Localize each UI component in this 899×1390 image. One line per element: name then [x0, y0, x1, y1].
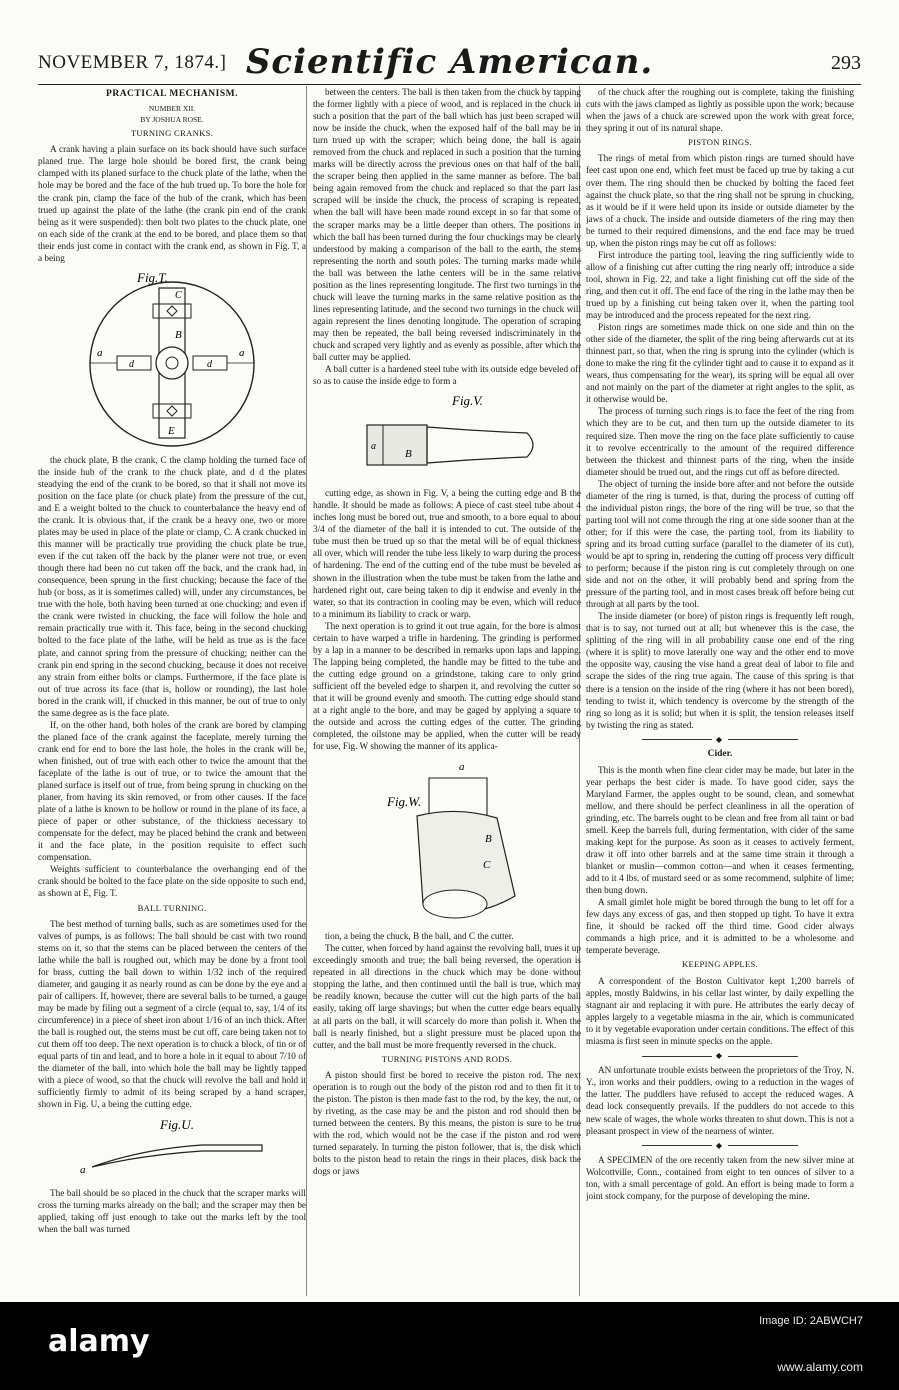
figure-label: a: [97, 346, 103, 359]
alamy-logo: alamy: [48, 1324, 150, 1359]
paragraph: The rings of metal from which piston rings are turned should have feet cast upon one end, which feet must be faced up true by taking a cut over them. The ring should then be chucked by bolting the faced feet against the chuck plate, so that the ring shall not be sprung in chucking, as it would be if it were held upon its inside or outside diameter by the jaws of a chuck. The inside and outside diameters of the ring may then be turned to their required dimensions, and the end face may be trued up, when the piston rings may be cut off as follows:: [586, 153, 854, 248]
figure-label: a: [80, 1163, 86, 1176]
article-byline: BY JOSHUA ROSE.: [140, 115, 204, 125]
section-divider: ◆: [586, 1141, 854, 1151]
paragraph: of the chuck after the roughing out is complete, taking the finishing cuts with the jaws clamped as lightly as possible upon the work; because when the jaws of a chuck are screwed upon the work with great force, they spring it out of its natural shape.: [586, 87, 854, 134]
figure-label: C: [175, 289, 182, 301]
site-url: www.alamy.com: [777, 1360, 863, 1374]
figure-label: a: [371, 441, 376, 453]
paragraph: A SPECIMEN of the ore recently taken from the new silver mine at Wolcottville, Conn., contained from eight to ten ounces of silver to a ton, with a small percentage of gold. An effort is being made to form a joint stock company, for the purpose of developing the mine.: [586, 1155, 854, 1202]
section-heading: BALL TURNING.: [137, 902, 207, 913]
article-title: PRACTICAL MECHANISM.: [106, 89, 238, 99]
figure-label: B: [405, 448, 412, 461]
paragraph: A crank having a plain surface on its back should have such surface planed true. The large hole should be bored first, the crank being clamped with its planed surface to the chuck plate of the lathe, when the hole may be bored and the face of the hub trued up. To bore the hole for the crank pin, clamp the face of the hub of the crank, which has been trued up against the plate of the lathe (the crank pin end of the crank being as it were suspended): then bolt two plates to the chuck plate, one on each side of the crank at the end to be bored, and place them so that their ends just come in contact with the crank end, as shown in Fig. T, a a being: [38, 144, 306, 263]
figure-caption: Fig.W.: [387, 794, 422, 810]
figure-label: a: [459, 761, 465, 774]
section-heading: KEEPING APPLES.: [681, 959, 759, 970]
figure-v-ball-cutter: [347, 391, 547, 483]
section-heading: PISTON RINGS.: [688, 137, 752, 148]
figure-caption: Fig.U.: [160, 1116, 194, 1132]
figure-label: B: [485, 833, 492, 846]
paragraph: the chuck plate, B the crank, C the clamp holding the turned face of the inside hub of the crank to the chuck plate, and d d the plates steadying the end of the crank to be bored, so that it shall not move its position on the face plate (or chuck plate) from the pressure of the cut, and E a weight bolted to the chuck to counterbalance the heavy end of the crank. It is obvious that, if the crank be a heavy one, two or more plates may be used in place of the plate or clamp, C. A crank chucked in this manner will be practically true providing the chuck plate be true, even if the cut taken off the back by the planer were not true, or even though there had been no cut taken off the back, and the crank had, in consequence, been sprung in the first chucking; because the face of the hub (or boss, as it is sometimes called) will, under any circumstances, be true with the hole, both having been turned at one chucking; and even if the crank were twisted in chucking, the face will follow the hole and remain practically true with it. This face, being in the second chucking bolted to the face plate of the lathe, will be held as true as is the face plate, and cannot spring from the pressure of chucking; neither can the crank pin end spring in the second chucking, because it does not receive any strain from either bolts or clamps. Furthermore, if the face plate is out of true across its face (that is, hollow or rounding), the last hole bored in the crank will, if chucked in this manner, be out of true to only the same degree as is the face plate.: [38, 454, 306, 718]
figure-u-hand-scraper: [72, 1115, 272, 1183]
paragraph: The inside diameter (or bore) of piston rings is frequently left rough, that is to say, not turned out at all; but whenever this is the case, the splitting of the ring will in all probability cause one end of the ring (where it is split) to move laterally one way and the other end to move the opposite way, causing the vise hand a great deal of labor to file and scrape the sides of the ring true again. The cause of this spring is that there is a tension on the inside of the ring (where it has not been bored), tending to twist it, which tendency is overcome by the strength of the ring so long as it is solid; but when it is split, the tension releases itself by twisting the ring as stated.: [586, 611, 854, 730]
section-heading: Cider.: [707, 749, 733, 760]
section-heading: TURNING CRANKS.: [130, 128, 214, 139]
figure-label: B: [175, 328, 182, 341]
paragraph: between the centers. The ball is then taken from the chuck by tapping the former lightly with a piece of wood, and is replaced in the chuck in such a position that the part of the ball which has just been scraped will now be inside the chuck, when the exposed half of the ball may be in turn trued up with the scraper; which being done, the ball is again removed from the chuck and replaced in such a position that the turning marks will be directly across the previous ones on that half of the ball, the scraper being then applied in the same manner as before. The ball being again removed from the chuck and replaced so that the part last scraped will be inside the chuck, the process of scraping is repeated, when the ball will have been made round except in so far that some of the scraper marks may be a little deeper than others. The positions in which the ball has been turned during the four chuckings may be clearly understood by making a comparison of the ball to the earth, the stems representing the north and south poles. The turning marks made while the ball was between the lathe centers will be in the same relative position as the lines representing longitude. The first two turnings in the chuck will leave the turning marks in the same relative position as the lines representing latitude, and the second two turnings in the chuck will again represent the lines denoting longitude. The operation of scraping may then be repeated, the ball being reversed indiscriminately in the chuck and scraped very lightly and as evenly as possible, after which the ball cutter may be applied.: [313, 87, 581, 363]
paragraph: The ball should be so placed in the chuck that the scraper marks will cross the turning marks already on the ball; and the scraper may then be applied, taking off just enough to take out the marks left by the tool when the ball was turned: [38, 1187, 306, 1234]
figure-caption: Fig.V.: [452, 393, 483, 409]
paragraph: If, on the other hand, both holes of the crank are bored by clamping the planed face of the crank against the faceplate, merely turning the crank end for end to bore the last hole, the holes in the crank will be, when finished, out of true with each other to twice the amount that the faceplate of the lathe is out of true, or to twice the amount that the planed surface is itself out of true, from being sprung in chucking on the planer, from having its skin removed, or from other causes. If the face plate of a lathe is known to be hollow or round in the plane of its face, a piece of paper or other substance, of the thickness necessary to compensate for the defect, may be placed behind the crank and between it and the face plate, in the position requisite to effect such compensation.: [38, 719, 306, 863]
paragraph: tion, a being the chuck, B the ball, and C the cutter.: [325, 931, 514, 942]
paragraph: AN unfortunate trouble exists between the proprietors of the Troy, N. Y., iron works and their puddlers, owing to a reduction in the wages of the latter. The puddlers have refused to accept the reduced wages. A dead lock consequently prevails. If the puddlers do not accede to this new scale of wages, the whole works threaten to shut down. This is not a pleasant prospect in view of the nearness of winter.: [586, 1065, 854, 1136]
paragraph: A ball cutter is a hardened steel tube with its outside edge beveled off so as to cause the inside edge to form a: [313, 364, 581, 387]
issue-date: NOVEMBER 7, 1874.]: [38, 52, 227, 73]
section-heading: TURNING PISTONS AND RODS.: [381, 1053, 513, 1064]
figure-label: d: [129, 358, 134, 370]
paragraph: A correspondent of the Boston Cultivator kept 1,200 barrels of apples, mostly Baldwins, in his cellar last winter, by daily expelling the stagnant air and replacing it with pure. He attributes the early decay of apples largely to a vegetable miasma in the air, which is communicated to it by vegetable evaporation under certain conditions. The effect of this miasma is first seen in minute specks on the apple.: [586, 975, 854, 1046]
paragraph: cutting edge, as shown in Fig. V, a being the cutting edge and B the handle. It should be made as follows: A piece of cast steel tube about 4 inches long must be bored out, true and smooth, to a bore equal to about 3/4 of the diameter of the ball it is intended to cut. The outside of the tube must then be trued up so that the metal will be of equal thickness all over, which will render the tube less likely to warp during the process of hardening. The end of the cutting end of the tube must be beveled as shown in the illustration when the tube must be taken from the lathe and hardened right out, care being taken to dip it endwise and evenly in the water, so that its contraction in cooling may be even, which will reduce to a minimum its liability to crack or warp.: [313, 488, 581, 619]
column-rule: [306, 86, 307, 1296]
column-2: [313, 86, 581, 1298]
paragraph: The cutter, when forced by hand against the revolving ball, trues it up exceedingly smooth and true; the ball being reversed, the operation is repeated in all directions in the chuck which may be done without stopping the lathe, and then continued until the ball is true, which may be readily known, because the cutter will cut the high parts of the ball easily, taking off large shavings; but when the cutter edge bears equally at all parts on the ball, it will scarcely do more than polish it. When the ball is nearly finished, but a slight pressure must be placed upon the cutter, and the ball must be more frequently reversed in the chuck.: [313, 943, 581, 1050]
figure-label: a: [239, 346, 245, 359]
paragraph: First introduce the parting tool, leaving the ring sufficiently wide to allow of a finishing cut after cutting the ring nearly off; introduce a side tool, shown in Fig. 22, and take a light finishing cut off the side of the ring, and then cut it off. The end face of the ring in the lathe may then be trued up by a finishing cut being taken over it, when the parting tool may be introduced and the process repeated for the next ring.: [586, 249, 854, 321]
article-number: NUMBER XII.: [148, 104, 196, 114]
paragraph: A piston should first be bored to receive the piston rod. The next operation is to rough out the body of the piston rod and to then fit it to the piston. The piston is then made fast to the rod, by the key, the nut, or by riveting, as the case may be and the piston and rod should then be turned between the centers. By this means, the piston is sure to be true with the rod, which would not be the case if the piston and rod were turned separately. In turning the piston follower, that is, the disk which bolts to the piston head to retain the rings in their places, disk back the dogs or jaws: [313, 1069, 581, 1177]
image-id: Image ID: 2ABWCH7: [759, 1315, 863, 1327]
column-1: [38, 86, 306, 1298]
section-divider: ◆: [586, 735, 854, 745]
page-number: 293: [831, 52, 861, 74]
figure-w-cutter-application: [347, 756, 547, 926]
column-3: [586, 86, 854, 1298]
figure-label: E: [168, 424, 175, 437]
paragraph: The process of turning such rings is to face the feet of the ring from which they are to be cut, and then turn up the outside diameter to its required size. Then move the ring on the face plate sufficiently to cause it to revolve eccentrically to the amount of the required difference between the thickest and thinnest parts of the ring, when the inside diameter should be trued out, and the rings cut off as before directed.: [586, 406, 854, 477]
masthead: Scientific American.: [245, 42, 654, 82]
paragraph: The best method of turning balls, such as are sometimes used for the valves of pumps, is as follows: The ball should be cast with two round stems on it, so that the stems can be placed between the centers of the lathe while the ball is roughed out, which may be done by a front tool for brass, cutting the ball down to within 1/32 inch of the required diameter, and gauging it as nearly round as can be done by the eye and a pair of callipers. If, however, there are several balls to be turned, a gauge may be made by filing out a segment of a circle (equal to, say, 1/4 of its circumference) in a piece of sheet iron about 1/16 of an inch thick. After the ball is roughed out, the stems must be cut off, care being taken not to cut them off too deep. The next operation is to chuck a block, of tin or of equal parts of tin and lead, and to bore a hole in it equal to about 7/10 of the diameter of the ball, into which hole the ball may be lightly tapped with a piece of wood, so that the chuck will revolve the ball and hold it sufficiently firmly to admit of its being scraped by a hand scraper, shown in Fig. U, a being the cutting edge.: [38, 918, 306, 1110]
figure-label: C: [483, 859, 491, 872]
paragraph: This is the month when fine clear cider may be made, but later in the year perhaps the best cider is made. To have good cider, says the Maryland Farmer, the apples ought to be sound, clean, and somewhat mellow, and there should be perfect cleanliness in all the operation of grinding, etc. The barrels ought to be clean and free from all taint or bad smell. Keep the barrels full, during fermentation, with cider of the same making kept for the purpose. As soon as it ceases to actively ferment, draw it off into other barrels and at the same time strain it through a blanket or muslin—common cotton—and when it ceases fermenting, add to it 4 lbs. of mustard seed or as some recommend, sulphite of lime; then bung down.: [586, 764, 854, 896]
paragraph: Piston rings are sometimes made thick on one side and thin on the other side of the diameter, the split of the ring being afterwards cut at its thinnest part, so that, when the ring is sprung into the cylinder (which is done to make the ring fit the cylinder tight and to cause it to expand as it wears, thus compensating for the wear), its spring will be equal all over and not mainly on the part of the diameter at right angles to the split, as it otherwise would be.: [586, 322, 854, 405]
page-header: [38, 38, 861, 85]
figure-caption: Fig.T.: [137, 269, 168, 285]
figure-t-crank-chuck: [77, 268, 267, 450]
paragraph: Weights sufficient to counterbalance the overhanging end of the crank should be bolted to the face plate on the side opposite to such end, as shown at E, Fig. T.: [38, 864, 306, 899]
paragraph: A small gimlet hole might be bored through the bung to let off for a few days any excess of gas, and then stopped up tight. To have it extra fine, it should be racked off the third time. Good cider always commands a high price, and it is admitted to be a wholesome and temperate beverage.: [586, 897, 854, 956]
paragraph: The next operation is to grind it out true again, for the bore is almost certain to have warped a trifle in hardening. The grinding is performed by a lap in a manner to be described in remarks upon laps and lapping. The lapping being completed, the handle may be fitted to the tube and the cutting edge ground on a grindstone, taking care to only grind sufficient off the beveled edge to sharpen it, and revolving the cutter so that it will be ground evenly and smooth. The cutting edge should stand at a right angle to the bore, and may be gaged by applying a square to the outside and across the cutting edges of the cutter. The grinding completed, the oilstone may be applied, when the cutter will be ready for use, Fig. W showing the manner of its applica-: [313, 620, 581, 752]
section-divider: ◆: [586, 1051, 854, 1061]
figure-label: d: [207, 358, 212, 370]
stock-watermark-bar: [0, 1302, 899, 1390]
paragraph: The object of turning the inside bore after and not before the outside diameter of the ring is turned, is that, during the process of cutting off the individual piston rings, the bore of the ring will be true, so that the parting tool will not come through the ring at one side sooner than at the other; for if this were the case, the parting tool, from its liability to spring and its broad cutting surface (parallel to the diameter of its cut), would be apt to spring in, rendering the cutting off process very difficult to perform; because if the piston ring is cut completely through on one side and not on the other, it will probably bend and spring from the pressure of the parting tool, and in most cases break off before being cut through at all parts by the tool.: [586, 478, 854, 610]
